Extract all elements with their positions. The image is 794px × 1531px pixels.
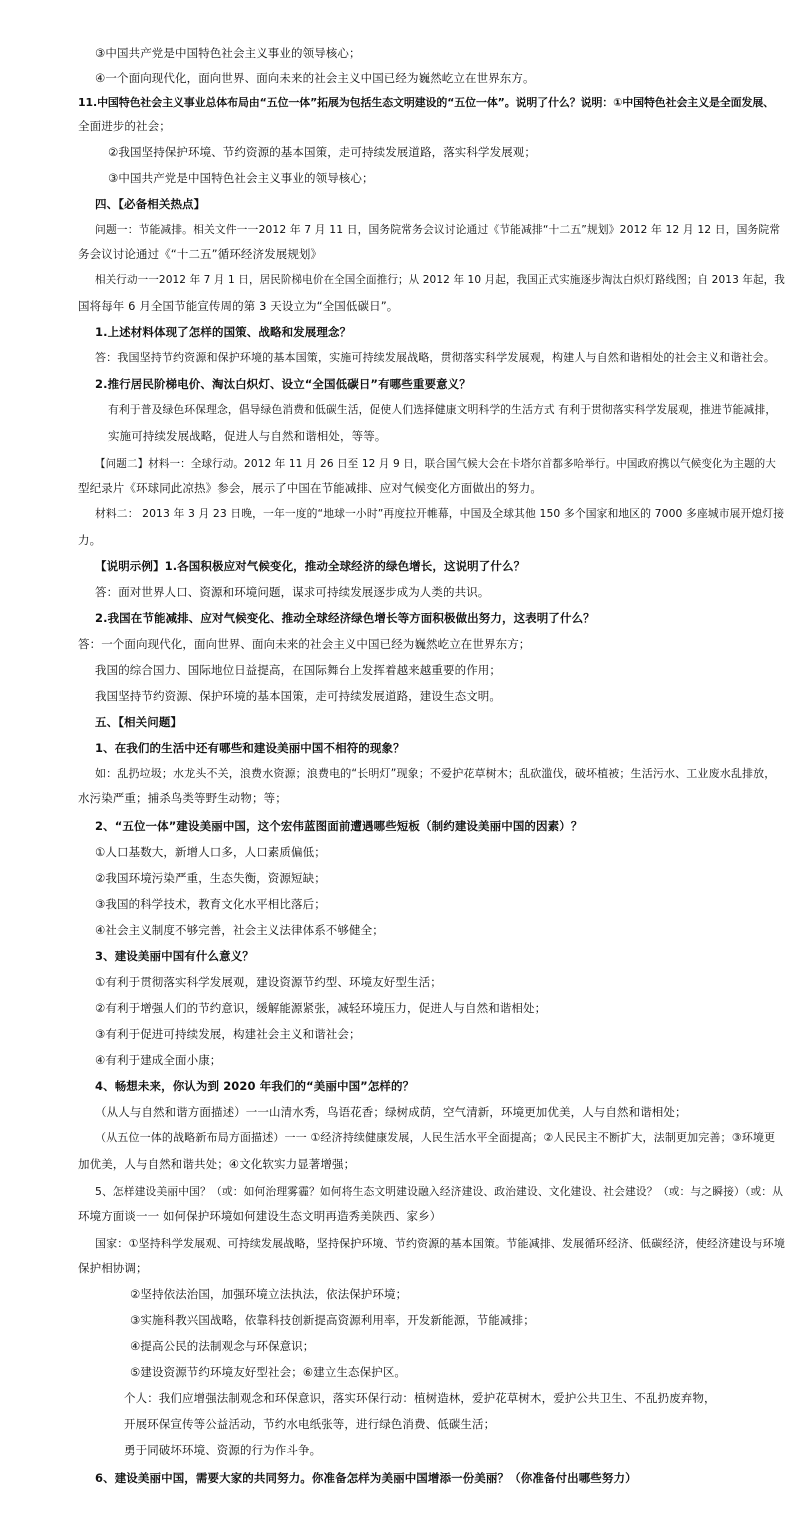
text-line: 个人：我们应增强法制观念和环保意识，落实环保行动：植树造林，爱护花草树木，爱护公共卫生、不乱扔废弃物，: [124, 1391, 716, 1405]
text-line: 我国坚持节约资源、保护环境的基本国策，走可持续发展道路，建设生态文明。: [95, 689, 501, 703]
question-heading: 1.上述材料体现了怎样的国策、战略和发展理念？: [95, 325, 352, 339]
text-line: ④有利于建成全面小康；: [95, 1053, 222, 1067]
text-line: 力。: [78, 533, 102, 547]
text-line: ②有利于增强人们的节约意识，缓解能源紧张，减轻环境压力，促进人与自然和谐相处；: [95, 1001, 547, 1015]
text-line: （从人与自然和谐方面描述）一一山清水秀，鸟语花香；绿树成荫，空气清新，环境更加优美，人与自然和谐相处；: [95, 1105, 687, 1119]
text-line: 答：一个面向现代化，面向世界、面向未来的社会主义中国已经为巍然屹立在世界东方；: [78, 637, 531, 651]
text-line: ③中国共产党是中国特色社会主义事业的领导核心；: [108, 171, 374, 185]
text-line: ⑤建设资源节约环境友好型社会；⑥建立生态保护区。: [130, 1365, 407, 1379]
text-line: 务会议讨论通过《“十二五”循环经济发展规划》: [78, 247, 323, 261]
text-line: ②我国坚持保护环境、节约资源的基本国策，走可持续发展道路，落实科学发展观；: [108, 145, 537, 159]
text-line: 实施可持续发展战略，促进人与自然和谐相处，等等。: [108, 429, 387, 443]
text-line: 加优美，人与自然和谐共处；④文化软实力显著增强；: [78, 1157, 356, 1171]
text-line: ④社会主义制度不够完善，社会主义法律体系不够健全；: [95, 923, 384, 937]
question-heading: 2.我国在节能减排、应对气候变化、推动全球经济绿色增长等方面积极做出努力，这表明了什么？: [95, 611, 595, 625]
section-heading: 四、【必备相关热点】: [95, 197, 206, 211]
question-heading: 4、畅想未来，你认为到 2020 年我们的“美丽中国”怎样的？: [95, 1079, 415, 1093]
text-line: 勇于同破坏环境、资源的行为作斗争。: [124, 1443, 322, 1457]
text-line: ④一个面向现代化，面向世界、面向未来的社会主义中国已经为巍然屹立在世界东方。: [95, 71, 535, 85]
text-line: 水污染严重；捕杀鸟类等野生动物；等；: [78, 791, 287, 805]
question-heading: 3、建设美丽中国有什么意义？: [95, 949, 254, 963]
text-line: ①有利于贯彻落实科学发展观，建设资源节约型、环境友好型生活；: [95, 975, 442, 989]
text-line: 全面进步的社会；: [78, 119, 171, 133]
text-line: 环境方面谈一一 如何保护环境如何建设生态文明再造秀美陕西、家乡）: [78, 1209, 442, 1223]
text-line: 国将每年 6 月全国节能宣传周的第 3 天设立为“全国低碳日”。: [78, 299, 399, 313]
text-line: 相关行动一一2012 年 7 月 1 日，居民阶梯电价在全国全面推行；从 2012 年 10 月起，我国正式实施逐步淘汰白炽灯路线图；自 2013 年起，我: [95, 274, 785, 286]
section-heading: 五、【相关问题】: [95, 715, 183, 729]
question-heading: 2.推行居民阶梯电价、淘汰白炽灯、设立“全国低碳日”有哪些重要意义？: [95, 377, 471, 391]
text-line: 我国的综合国力、国际地位日益提高，在国际舞台上发挥着越来越重要的作用；: [95, 663, 501, 677]
question-heading: 【说明示例】1.各国积极应对气候变化，推动全球经济的绿色增长，这说明了什么？: [95, 559, 526, 573]
text-line: 有利于普及绿色环保理念，倡导绿色消费和低碳生活，促使人们选择健康文明科学的生活方式 有利于贯彻落实科学发展观，推进节能减排，: [108, 403, 777, 416]
text-line: 型纪录片《环球同此凉热》参会，展示了中国在节能减排、应对气候变化方面做出的努力。: [78, 481, 542, 495]
text-line: ①人口基数大，新增人口多，人口素质偏低；: [95, 845, 326, 859]
text-line: 保护相协调；: [78, 1261, 148, 1275]
text-line: 材料二： 2013 年 3 月 23 日晚，一年一度的“地球一小时”再度拉开帷幕，中国及全球其他 150 多个国家和地区的 7000 多座城市展开熄灯接: [95, 507, 785, 520]
question-heading: 6、建设美丽中国，需要大家的共同努力。你准备怎样为美丽中国增添一份美丽？（你准备付出哪些努力）: [95, 1471, 637, 1485]
question-heading: 2、“五位一体”建设美丽中国，这个宏伟蓝图面前遭遇哪些短板（制约建设美丽中国的因素）？: [95, 819, 583, 833]
text-line: ②坚持依法治国，加强环境立法执法，依法保护环境；: [130, 1287, 408, 1301]
text-line: ②我国环境污染严重，生态失衡，资源短缺；: [95, 871, 326, 885]
question-heading: 5、怎样建设美丽中国？（或：如何治理雾霾？如何将生态文明建设融入经济建设、政治建设、文化建设、社会建设？（或：与之瞬接）（或：从: [95, 1185, 784, 1198]
text-line: ③实施科教兴国战略，依靠科技创新提高资源利用率，开发新能源，节能减排；: [130, 1313, 535, 1327]
question-11: 11.中国特色社会主义事业总体布局由“五位一体”拓展为包括生态文明建设的“五位一体”。说明了什么？说明：①中国特色社会主义是全面发展、: [78, 96, 775, 109]
text-line: ③我国的科学技术，教育文化水平相比落后；: [95, 897, 326, 911]
text-line: ④提高公民的法制观念与环保意识；: [130, 1339, 315, 1353]
text-line: ③有利于促进可持续发展，构建社会主义和谐社会；: [95, 1027, 361, 1041]
text-line: 如：乱扔垃圾；水龙头不关，浪费水资源；浪费电的“长明灯”现象；不爱护花草树木；乱砍滥伐，破坏植被；生活污水、工业废水乱排放，: [95, 767, 776, 780]
text-line: 答：面对世界人口、资源和环境问题，谋求可持续发展逐步成为人类的共识。: [95, 585, 490, 599]
text-line: 【问题二】材料一：全球行动。2012 年 11 月 26 日至 12 月 9 日，联合国气候大会在卡塔尔首都多哈举行。中国政府携以气候变化为主题的大: [95, 458, 776, 470]
question-heading: 1、在我们的生活中还有哪些和建设美丽中国不相符的现象？: [95, 741, 405, 755]
text-line: 开展环保宣传等公益活动，节约水电纸张等，进行绿色消费、低碳生活；: [124, 1417, 496, 1431]
text-line: ③中国共产党是中国特色社会主义事业的领导核心；: [95, 46, 361, 60]
text-line: 答：我国坚持节约资源和保护环境的基本国策，实施可持续发展战略，贯彻落实科学发展观，构建人与自然和谐相处的社会主义和谐社会。: [95, 351, 775, 364]
text-line: 问题一：节能减排。相关文件一一2012 年 7 月 11 日，国务院常务会议讨论通过《节能减排“十二五”规划》2012 年 12 月 12 日，国务院常: [95, 223, 781, 236]
text-line: 国家：①坚持科学发展观、可持续发展战略，坚持保护环境、节约资源的基本国策。节能减排、发展循环经济、低碳经济，使经济建设与环境: [95, 1237, 785, 1250]
text-line: （从五位一体的战略新布局方面描述）一一 ①经济持续健康发展，人民生活水平全面提高；②人民民主不断扩大，法制更加完善；③环境更: [95, 1131, 776, 1144]
